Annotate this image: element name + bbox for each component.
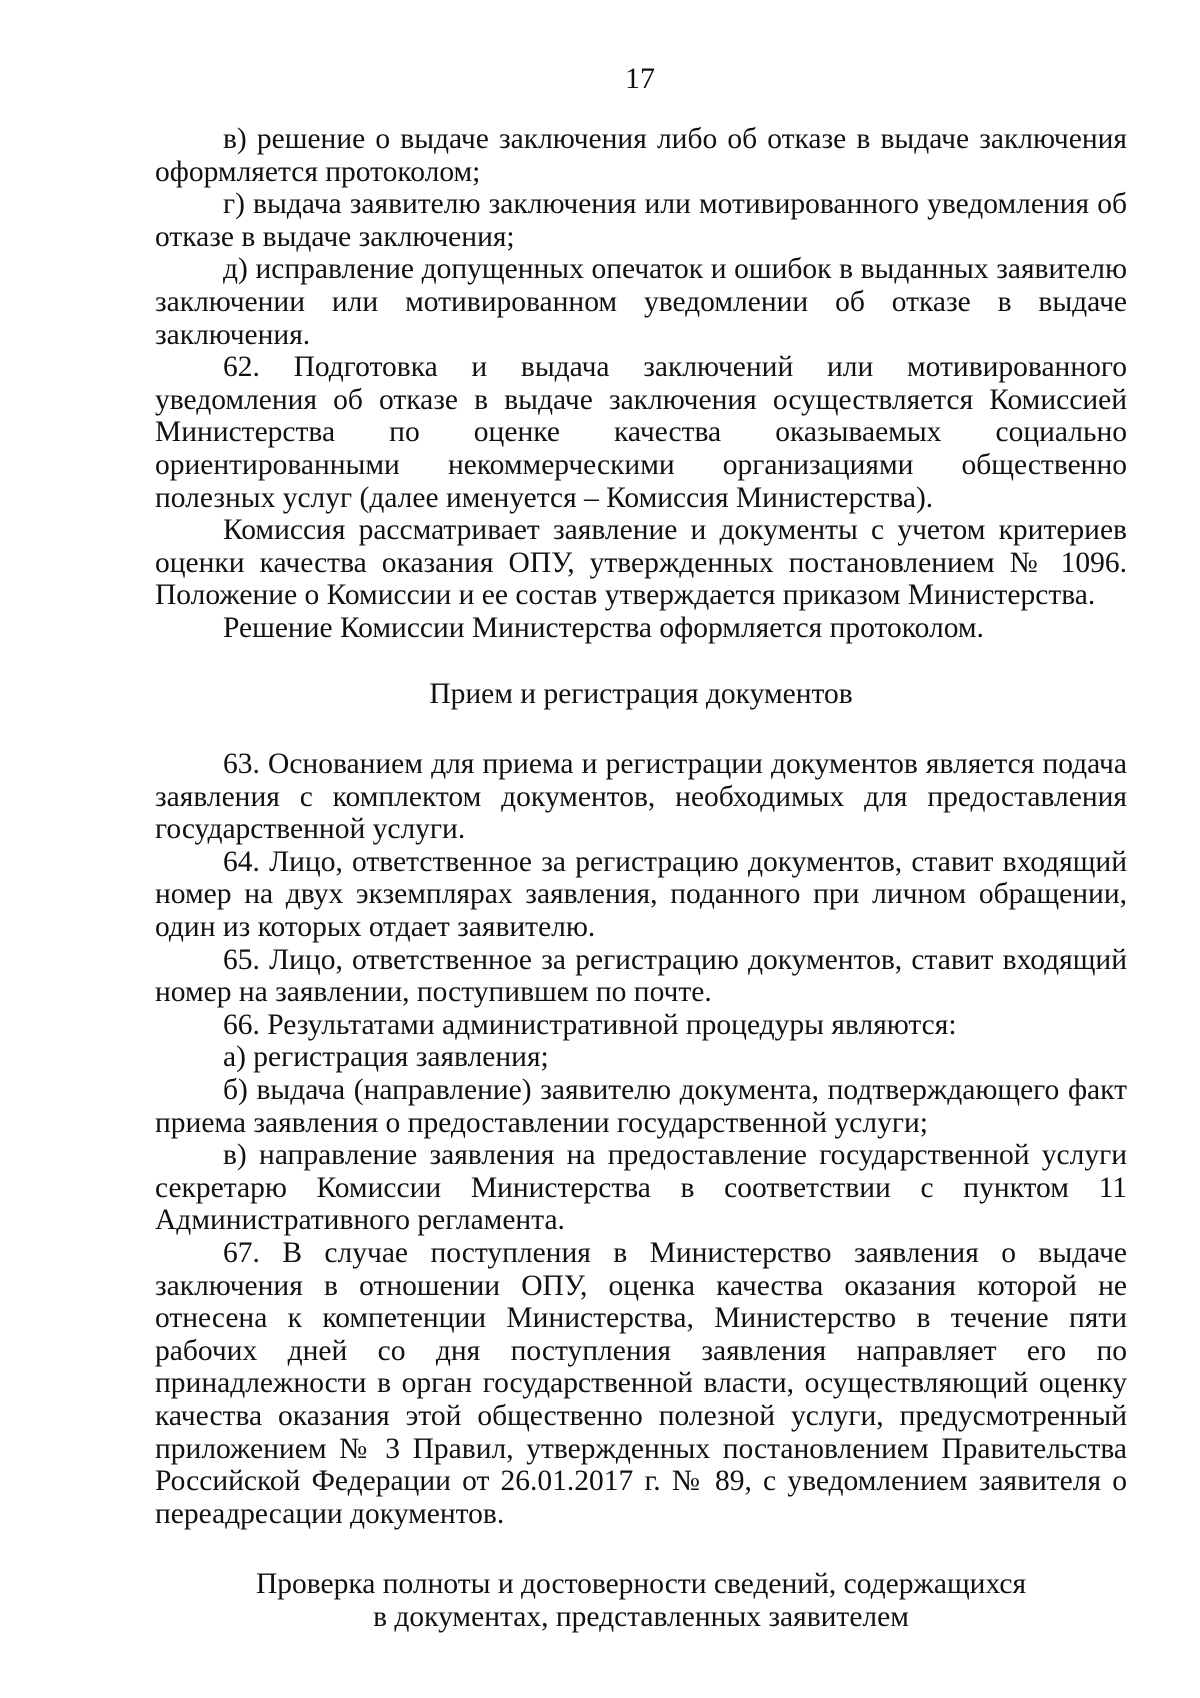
paragraph-66: 66. Результатами административной процедуры являются: — [223, 1008, 957, 1041]
section-heading-verification-line1: Проверка полноты и достоверности сведений, содержащихся — [255, 1568, 1027, 1601]
document-body — [155, 123, 1127, 1634]
paragraph-v-decision: в) решение о выдаче заключения либо об отказе в выдаче заключения оформляется протоколом; — [155, 123, 1127, 188]
paragraph-d-correction: д) исправление допущенных опечаток и ошибок в выданных заявителю заключении или мотивированном уведомлении об отказе в выдаче заключения. — [155, 253, 1127, 351]
paragraph-commission-review: Комиссия рассматривает заявление и документы с учетом критериев оценки качества оказания ОПУ, утвержденных постановлением № 1096. Положение о Комиссии и ее состав утверждается приказом Министерства. — [155, 514, 1127, 612]
paragraph-66-v: в) направление заявления на предоставление государственной услуги секретарю Комиссии Министерства в соответствии с пунктом 11 Административного регламента. — [155, 1139, 1127, 1237]
paragraph-67: 67. В случае поступления в Министерство заявления о выдаче заключения в отношении ОПУ, оценка качества оказания которой не отнесена к компетенции Министерства, Министерство в течение пяти рабочих дней со дня поступления заявления направляет его по принадлежности в орган государственной власти, осуществляющий оценку качества оказания этой общественно полезной услуги, предусмотренный приложением № 3 Правил, утвержденных постановлением Правительства Российской Федерации от 26.01.2017 г. № 89, с уведомлением заявителя о переадресации документов. — [155, 1237, 1127, 1530]
paragraph-66-a: а) регистрация заявления; — [223, 1041, 549, 1074]
section-heading-reception: Прием и регистрация документов — [429, 677, 853, 710]
paragraph-62: 62. Подготовка и выдача заключений или мотивированного уведомления об отказе в выдаче заключения осуществляется Комиссией Министерства по оценке качества оказываемых социально ориентированными некоммерческими организациями общественно полезных услуг (далее именуется – Комиссия Министерства). — [155, 351, 1127, 514]
paragraph-g-issuance: г) выдача заявителю заключения или мотивированного уведомления об отказе в выдаче заключения; — [155, 188, 1127, 253]
paragraph-65: 65. Лицо, ответственное за регистрацию документов, ставит входящий номер на заявлении, поступившем по почте. — [155, 943, 1127, 1009]
paragraph-66-b: б) выдача (направление) заявителю документа, подтверждающего факт приема заявления о предоставлении государственной услуги; — [155, 1074, 1127, 1139]
section-heading-verification — [155, 1568, 1127, 1633]
paragraph-63: 63. Основанием для приема и регистрации документов является подача заявления с комплектом документов, необходимых для предоставления государственной услуги. — [155, 748, 1127, 846]
paragraph-64: 64. Лицо, ответственное за регистрацию документов, ставит входящий номер на двух экземплярах заявления, поданного при личном обращении, один из которых отдает заявителю. — [155, 845, 1127, 944]
page-number: 17 — [625, 62, 655, 95]
paragraph-commission-decision: Решение Комиссии Министерства оформляется протоколом. — [223, 611, 984, 644]
section-heading-verification-line2: в документах, представленных заявителем — [373, 1600, 909, 1633]
